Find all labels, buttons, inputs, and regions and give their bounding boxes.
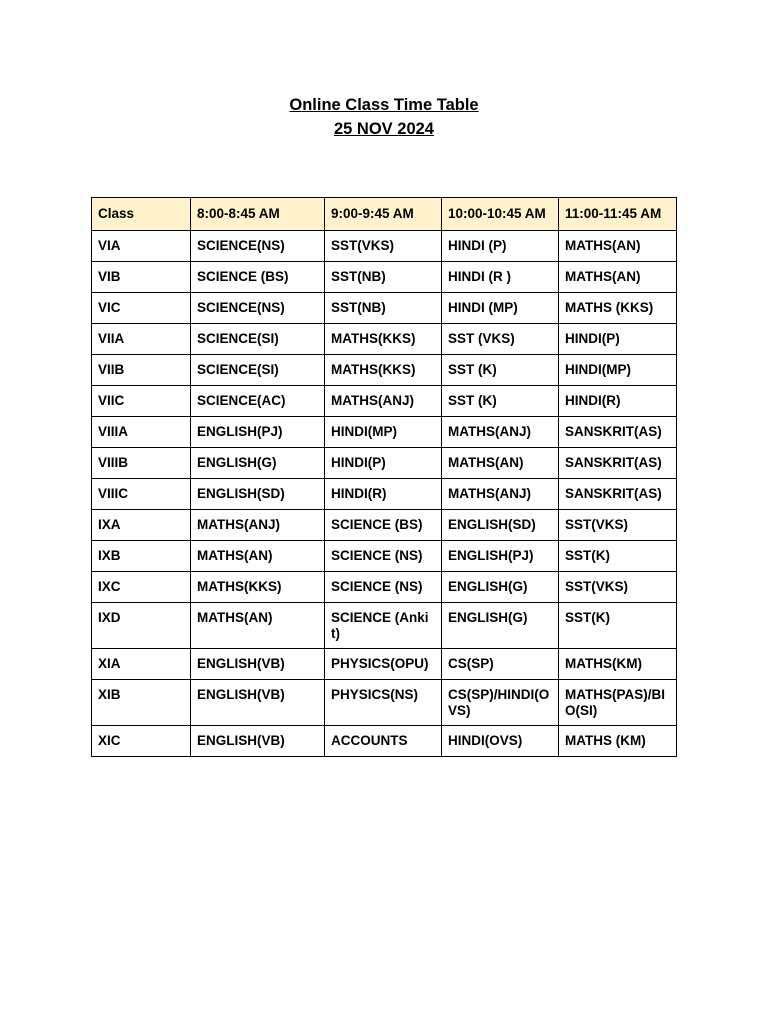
page-title: Online Class Time Table [289, 96, 479, 114]
slot-2-cell: HINDI(MP) [325, 417, 442, 448]
slot-4-cell: SANSKRIT(AS) [559, 479, 677, 510]
slot-2-cell: SCIENCE (NS) [325, 572, 442, 603]
title-block [0, 93, 768, 141]
slot-2-cell: SST(NB) [325, 262, 442, 293]
slot-3-cell: HINDI (P) [442, 231, 559, 262]
slot-2-cell: SST(VKS) [325, 231, 442, 262]
slot-1-cell: MATHS(KKS) [191, 572, 325, 603]
slot-1-cell: ENGLISH(SD) [191, 479, 325, 510]
slot-2-cell: PHYSICS(OPU) [325, 649, 442, 680]
slot-4-cell: MATHS(KM) [559, 649, 677, 680]
header-cell-slot-3: 10:00-10:45 AM [442, 198, 559, 231]
class-cell: IXC [92, 572, 191, 603]
header-cell-class: Class [92, 198, 191, 231]
slot-1-cell: SCIENCE(AC) [191, 386, 325, 417]
slot-2-cell: MATHS(KKS) [325, 355, 442, 386]
slot-2-cell: MATHS(KKS) [325, 324, 442, 355]
table-row [92, 231, 677, 262]
slot-4-cell: MATHS(AN) [559, 231, 677, 262]
table-row [92, 510, 677, 541]
slot-2-cell: MATHS(ANJ) [325, 386, 442, 417]
slot-3-cell: HINDI (R ) [442, 262, 559, 293]
slot-1-cell: ENGLISH(G) [191, 448, 325, 479]
slot-4-cell: MATHS(PAS)/BIO(SI) [559, 680, 677, 726]
slot-2-cell: SST(NB) [325, 293, 442, 324]
class-cell: VIIA [92, 324, 191, 355]
class-cell: VIIB [92, 355, 191, 386]
page-date: 25 NOV 2024 [334, 120, 434, 138]
header-cell-slot-2: 9:00-9:45 AM [325, 198, 442, 231]
slot-1-cell: MATHS(ANJ) [191, 510, 325, 541]
slot-4-cell: SST(K) [559, 603, 677, 649]
class-cell: IXD [92, 603, 191, 649]
slot-1-cell: ENGLISH(PJ) [191, 417, 325, 448]
slot-4-cell: SST(K) [559, 541, 677, 572]
slot-3-cell: ENGLISH(G) [442, 603, 559, 649]
table-row [92, 262, 677, 293]
slot-3-cell: SST (VKS) [442, 324, 559, 355]
slot-4-cell: HINDI(MP) [559, 355, 677, 386]
slot-2-cell: ACCOUNTS [325, 726, 442, 757]
slot-2-cell: SCIENCE (Ankit) [325, 603, 442, 649]
header-cell-slot-1: 8:00-8:45 AM [191, 198, 325, 231]
class-cell: VIIIC [92, 479, 191, 510]
slot-4-cell: SST(VKS) [559, 572, 677, 603]
class-cell: XIA [92, 649, 191, 680]
table-row [92, 649, 677, 680]
slot-3-cell: MATHS(ANJ) [442, 479, 559, 510]
slot-2-cell: HINDI(P) [325, 448, 442, 479]
table-row [92, 479, 677, 510]
slot-3-cell: MATHS(ANJ) [442, 417, 559, 448]
slot-1-cell: MATHS(AN) [191, 541, 325, 572]
slot-4-cell: HINDI(R) [559, 386, 677, 417]
timetable-body [92, 231, 677, 757]
class-cell: VIIIB [92, 448, 191, 479]
class-cell: XIB [92, 680, 191, 726]
table-row [92, 355, 677, 386]
class-cell: XIC [92, 726, 191, 757]
slot-1-cell: ENGLISH(VB) [191, 680, 325, 726]
slot-4-cell: HINDI(P) [559, 324, 677, 355]
table-row [92, 293, 677, 324]
slot-3-cell: SST (K) [442, 386, 559, 417]
table-row [92, 726, 677, 757]
table-row [92, 417, 677, 448]
slot-3-cell: ENGLISH(SD) [442, 510, 559, 541]
slot-3-cell: MATHS(AN) [442, 448, 559, 479]
slot-3-cell: HINDI (MP) [442, 293, 559, 324]
slot-2-cell: SCIENCE (NS) [325, 541, 442, 572]
table-row [92, 572, 677, 603]
slot-4-cell: MATHS (KM) [559, 726, 677, 757]
slot-2-cell: SCIENCE (BS) [325, 510, 442, 541]
slot-3-cell: CS(SP) [442, 649, 559, 680]
class-cell: VIIC [92, 386, 191, 417]
table-row [92, 603, 677, 649]
table-row [92, 680, 677, 726]
slot-1-cell: MATHS(AN) [191, 603, 325, 649]
slot-3-cell: SST (K) [442, 355, 559, 386]
slot-3-cell: HINDI(OVS) [442, 726, 559, 757]
class-cell: VIA [92, 231, 191, 262]
class-cell: VIC [92, 293, 191, 324]
slot-4-cell: MATHS (KKS) [559, 293, 677, 324]
slot-3-cell: ENGLISH(G) [442, 572, 559, 603]
slot-1-cell: ENGLISH(VB) [191, 726, 325, 757]
slot-1-cell: SCIENCE(NS) [191, 231, 325, 262]
slot-2-cell: PHYSICS(NS) [325, 680, 442, 726]
slot-4-cell: SST(VKS) [559, 510, 677, 541]
slot-1-cell: ENGLISH(VB) [191, 649, 325, 680]
slot-4-cell: MATHS(AN) [559, 262, 677, 293]
slot-2-cell: HINDI(R) [325, 479, 442, 510]
slot-4-cell: SANSKRIT(AS) [559, 417, 677, 448]
slot-1-cell: SCIENCE(SI) [191, 355, 325, 386]
class-cell: VIIIA [92, 417, 191, 448]
slot-3-cell: CS(SP)/HINDI(OVS) [442, 680, 559, 726]
class-cell: VIB [92, 262, 191, 293]
class-cell: IXB [92, 541, 191, 572]
table-row [92, 386, 677, 417]
table-row [92, 324, 677, 355]
slot-1-cell: SCIENCE (BS) [191, 262, 325, 293]
timetable [91, 197, 677, 757]
slot-1-cell: SCIENCE(NS) [191, 293, 325, 324]
header-cell-slot-4: 11:00-11:45 AM [559, 198, 677, 231]
slot-3-cell: ENGLISH(PJ) [442, 541, 559, 572]
table-row [92, 448, 677, 479]
slot-4-cell: SANSKRIT(AS) [559, 448, 677, 479]
header-row [92, 198, 677, 231]
table-row [92, 541, 677, 572]
class-cell: IXA [92, 510, 191, 541]
slot-1-cell: SCIENCE(SI) [191, 324, 325, 355]
